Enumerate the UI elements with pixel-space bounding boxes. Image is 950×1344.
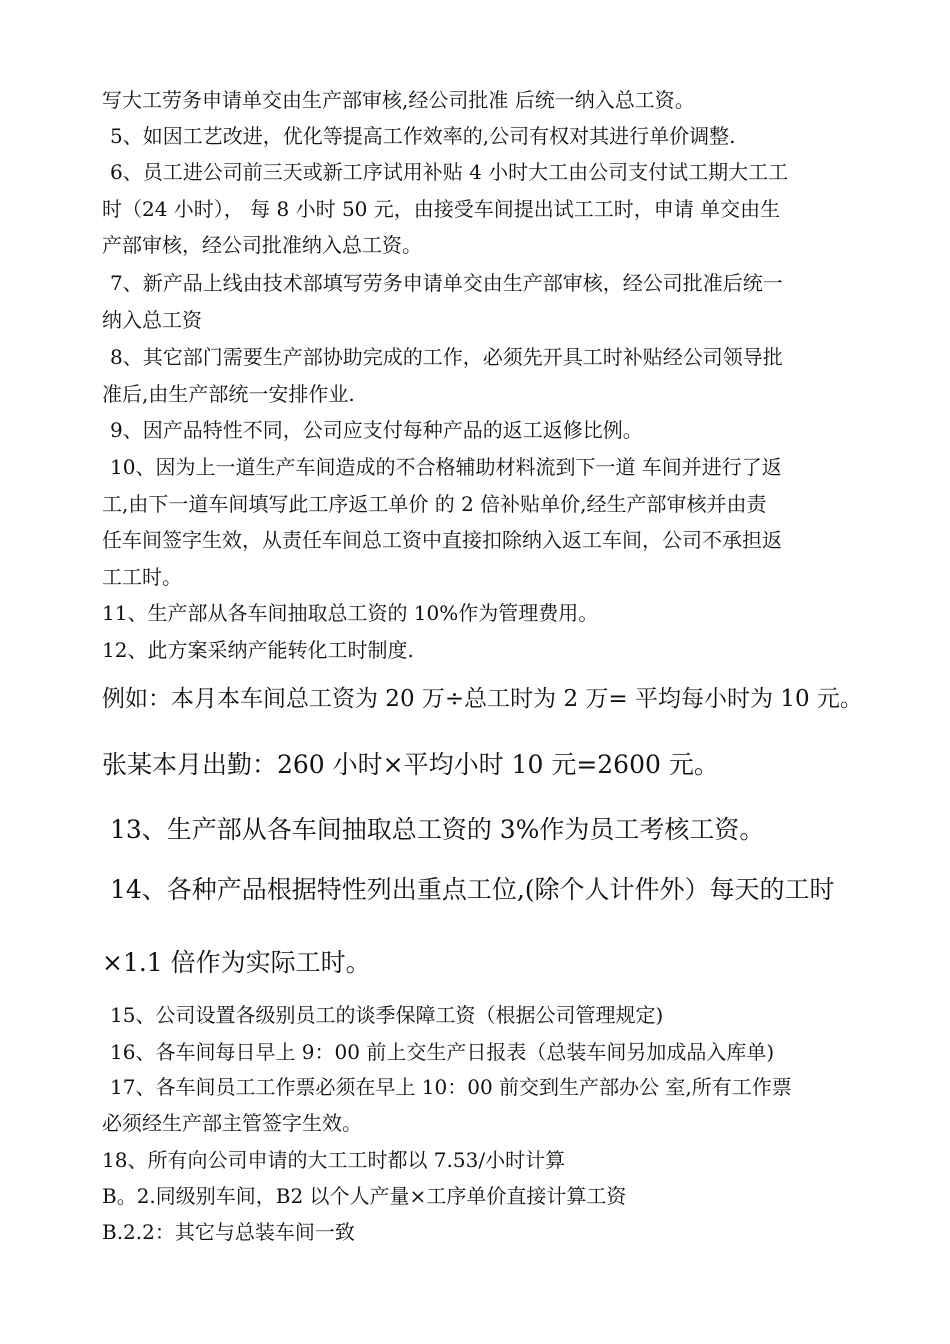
text-line: 7、新产品上线由技术部填写劳务申请单交由生产部审核，经公司批准后统一 (110, 271, 783, 295)
text-line: 18、所有向公司申请的大工工时都以 7.53/小时计算 (102, 1148, 566, 1172)
text-line: 工,由下一道车间填写此工序返工单价 的 2 倍补贴单价,经生产部审核并由责 (102, 492, 767, 516)
text-line: 张某本月出勤：260 小时×平均小时 10 元=2600 元。 (102, 750, 719, 779)
text-line: 工工时。 (102, 565, 182, 589)
text-line: 13、生产部从各车间抽取总工资的 3%作为员工考核工资。 (110, 815, 765, 844)
text-line: 12、此方案采纳产能转化工时制度. (102, 638, 414, 662)
text-line: 时（24 小时）， 每 8 小时 50 元，由接受车间提出试工工时，申请 单交由生 (102, 197, 781, 221)
text-line: 8、其它部门需要生产部协助完成的工作，必须先开具工时补贴经公司领导批 (110, 345, 783, 369)
text-line: 17、各车间员工工作票必须在早上 10：00 前交到生产部办公 室,所有工作票 (110, 1075, 792, 1099)
text-line: 例如：本月本车间总工资为 20 万÷总工时为 2 万= 平均每小时为 10 元。 (102, 686, 863, 712)
text-line: 9、因产品特性不同，公司应支付每种产品的返工返修比例。 (110, 418, 643, 442)
text-line: 产部审核，经公司批准纳入总工资。 (102, 233, 422, 257)
text-line: 必须经生产部主管签字生效。 (102, 1111, 362, 1135)
text-line: 6、员工进公司前三天或新工序试用补贴 4 小时大工由公司支付试工期大工工 (110, 160, 789, 184)
text-line: 写大工劳务申请单交由生产部审核,经公司批准 后统一纳入总工资。 (102, 88, 695, 112)
text-line: B.2.2：其它与总装车间一致 (102, 1220, 355, 1244)
text-line: 纳入总工资 (102, 308, 202, 332)
text-line: 11、生产部从各车间抽取总工资的 10%作为管理费用。 (102, 601, 599, 625)
text-line: B。2.同级别车间，B2 以个人产量×工序单价直接计算工资 (102, 1184, 627, 1208)
text-line: 14、各种产品根据特性列出重点工位,(除个人计件外）每天的工时 (110, 875, 835, 904)
text-line: 15、公司设置各级别员工的谈季保障工资（根据公司管理规定) (110, 1003, 664, 1027)
text-line: 准后,由生产部统一安排作业. (102, 382, 355, 406)
text-line: 任车间签字生效，从责任车间总工资中直接扣除纳入返工车间，公司不承担返 (102, 528, 782, 552)
text-line: 16、各车间每日早上 9：00 前上交生产日报表（总装车间另加成品入库单) (110, 1040, 775, 1064)
text-line: ×1.1 倍作为实际工时。 (102, 948, 371, 977)
text-line: 5、如因工艺改进，优化等提高工作效率的,公司有权对其进行单价调整. (110, 124, 736, 148)
text-line: 10、因为上一道生产车间造成的不合格辅助材料流到下一道 车间并进行了返 (110, 455, 782, 479)
